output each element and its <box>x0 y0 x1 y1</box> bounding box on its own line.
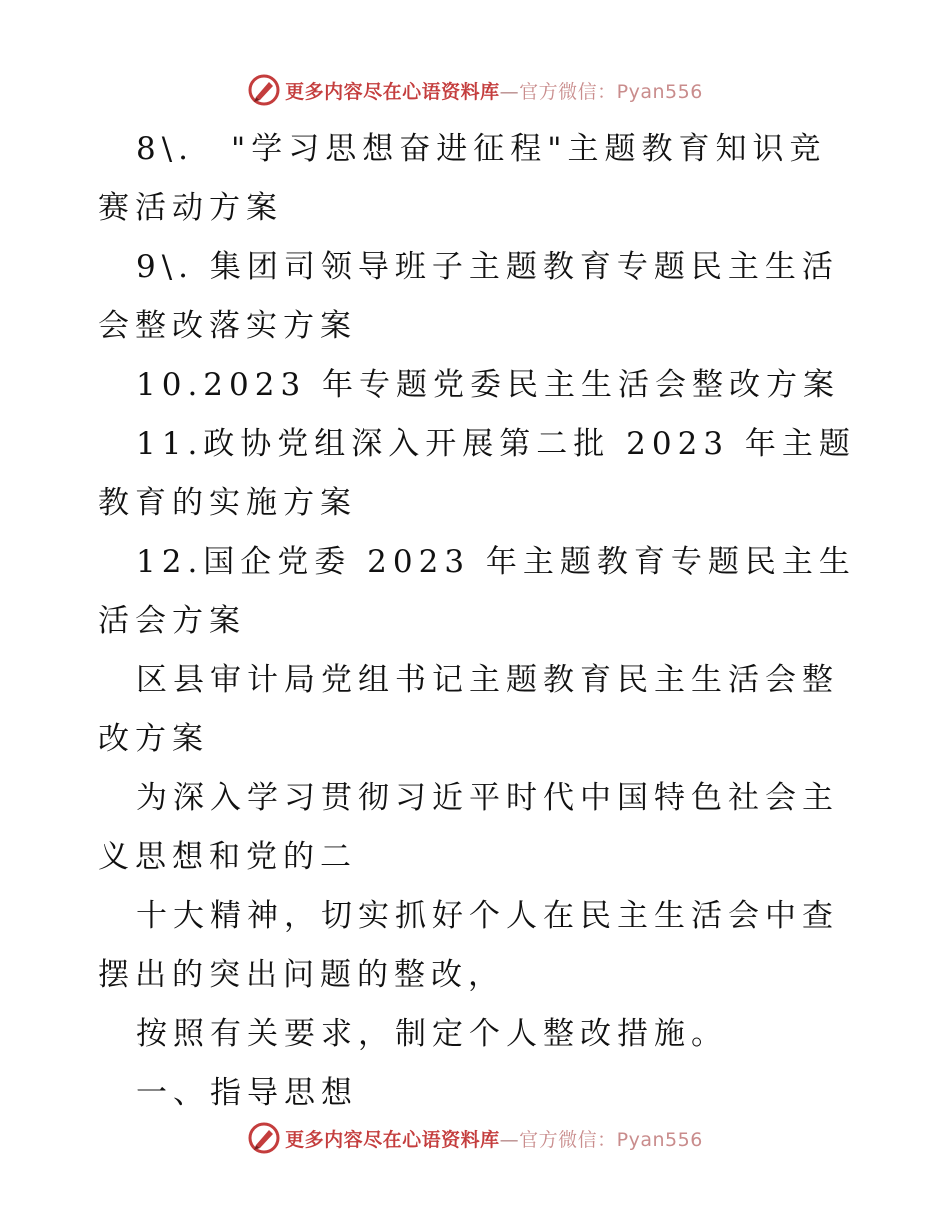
paragraph-4: 11.政协党组深入开展第二批 2023 年主题教育的实施方案 <box>98 426 856 521</box>
document-body <box>98 120 858 1123</box>
banner-main-text: 更多内容尽在心语资料库 <box>285 1128 500 1151</box>
header-banner <box>0 70 950 110</box>
paragraph-8: 十大精神，切实抓好个人在民主生活会中查摆出的突出问题的整改， <box>98 898 839 993</box>
paragraph-9: 按照有关要求，制定个人整改措施。 <box>136 1016 728 1052</box>
pen-circle-icon <box>247 73 281 107</box>
banner-wechat-text: 官方微信：Pyan556 <box>519 1128 703 1151</box>
banner-main-text: 更多内容尽在心语资料库 <box>285 80 500 103</box>
banner-separator: — <box>499 1128 520 1151</box>
paragraph-6: 区县审计局党组书记主题教育民主生活会整改方案 <box>98 662 839 757</box>
paragraph-7: 为深入学习贯彻习近平时代中国特色社会主义思想和党的二 <box>98 780 839 875</box>
banner-wechat-text: 官方微信：Pyan556 <box>519 80 703 103</box>
paragraph-2: 9\. 集团司领导班子主题教育专题民主生活会整改落实方案 <box>98 249 839 344</box>
paragraph-5: 12.国企党委 2023 年主题教育专题民主生活会方案 <box>98 544 856 639</box>
pen-circle-icon <box>247 1121 281 1155</box>
banner-separator: — <box>499 80 520 103</box>
paragraph-1: 8\. "学习思想奋进征程"主题教育知识竞赛活动方案 <box>98 131 827 226</box>
paragraph-3: 10.2023 年专题党委民主生活会整改方案 <box>136 367 841 403</box>
paragraph-10: 一、指导思想 <box>136 1075 358 1111</box>
footer-banner <box>0 1118 950 1158</box>
